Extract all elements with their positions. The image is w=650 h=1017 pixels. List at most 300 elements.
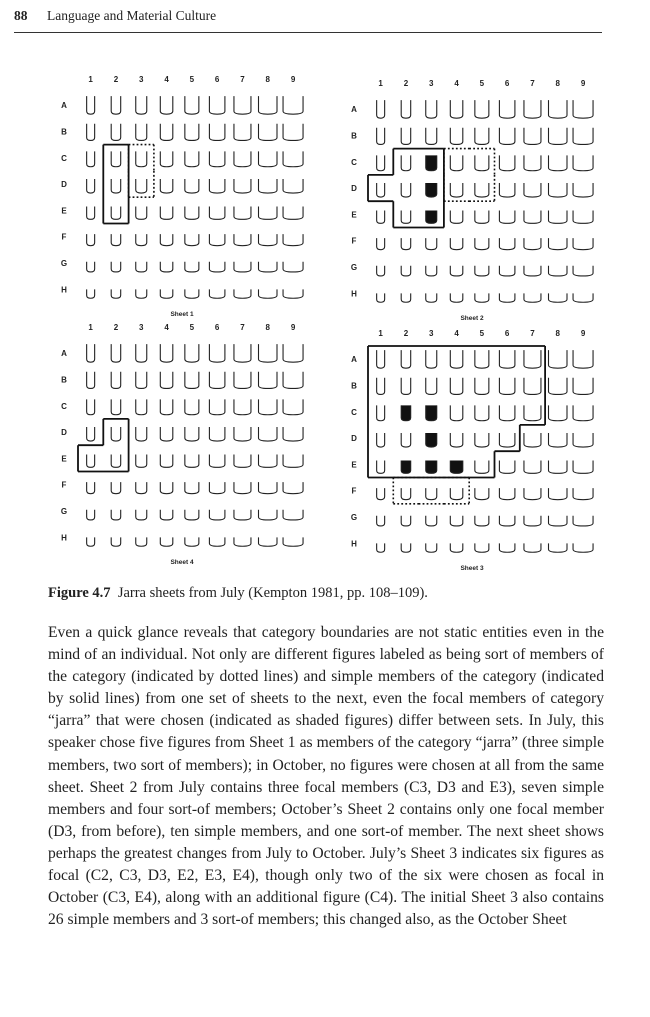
vessel: [401, 433, 411, 447]
vessel: [160, 399, 173, 414]
row-label: A: [351, 355, 357, 365]
row-label: C: [351, 407, 357, 417]
vessel: [475, 238, 489, 250]
vessel: [136, 399, 147, 414]
vessel: [549, 461, 568, 474]
vessel: [426, 128, 437, 145]
vessel: [160, 344, 173, 362]
column-label: 3: [429, 329, 434, 338]
vessel: [136, 455, 147, 468]
vessel: [111, 124, 121, 141]
vessel: [136, 234, 147, 246]
vessel: [283, 234, 303, 246]
column-label: 3: [429, 79, 434, 88]
vessel: [283, 124, 303, 141]
vessel: [450, 543, 463, 552]
vessel: [499, 461, 515, 474]
vessel: [426, 378, 437, 395]
vessel: [524, 211, 541, 224]
vessel: [87, 482, 95, 494]
vessel: [111, 96, 121, 114]
column-label: 6: [214, 323, 220, 332]
vessel: [549, 266, 568, 276]
vessel: [87, 96, 95, 114]
vessel: [283, 179, 303, 193]
sheet-4-figure: [52, 318, 312, 568]
vessel: [573, 461, 593, 474]
vessel: [401, 211, 411, 224]
vessel: [234, 124, 251, 141]
vessel: [259, 399, 278, 414]
vessel: [283, 372, 303, 389]
vessel: [450, 211, 463, 224]
vessel: [185, 262, 199, 272]
vessel: [111, 537, 121, 546]
vessel: [573, 211, 593, 224]
column-label: 5: [189, 323, 195, 332]
vessel: [283, 482, 303, 494]
vessel: [87, 234, 95, 246]
vessel: [185, 344, 199, 362]
row-label: H: [351, 539, 357, 549]
vessel: [573, 543, 593, 552]
vessel: [475, 128, 489, 145]
vessel: [573, 350, 593, 368]
vessel: [426, 238, 437, 250]
vessel: [185, 482, 199, 494]
vessel: [377, 543, 385, 552]
vessel: [426, 100, 437, 118]
vessel: [209, 124, 225, 141]
vessel: [475, 488, 489, 500]
vessel: [87, 207, 95, 220]
focal-vessel: [426, 433, 437, 447]
vessel: [450, 488, 463, 500]
vessel: [549, 350, 568, 368]
row-label: F: [61, 480, 67, 490]
column-label: 9: [290, 323, 296, 332]
sheet-svg: [52, 318, 312, 568]
column-label: 1: [378, 79, 383, 88]
sheet-3-figure: [342, 324, 602, 574]
vessel: [259, 124, 278, 141]
vessel: [185, 289, 199, 298]
vessel: [377, 100, 385, 118]
vessel: [87, 344, 95, 362]
vessel: [185, 510, 199, 520]
row-label: E: [351, 210, 357, 220]
running-header: [14, 6, 602, 33]
sheet-svg: [342, 324, 602, 574]
vessel: [401, 488, 411, 500]
sheet-svg: [342, 74, 602, 324]
running-title: Language and Material Culture: [47, 8, 217, 23]
vessel: [87, 289, 95, 298]
vessel: [87, 151, 95, 166]
vessel: [549, 543, 568, 552]
column-label: 3: [139, 75, 144, 84]
vessel: [401, 516, 411, 526]
vessel: [450, 155, 463, 170]
vessel: [160, 96, 173, 114]
vessel: [185, 234, 199, 246]
vessel: [377, 516, 385, 526]
vessel: [136, 482, 147, 494]
vessel: [209, 179, 225, 193]
vessel: [573, 183, 593, 197]
vessel: [111, 289, 121, 298]
vessel: [136, 124, 147, 141]
vessel: [499, 266, 515, 276]
vessel: [450, 128, 463, 145]
vessel: [234, 510, 251, 520]
vessel: [234, 427, 251, 441]
vessel: [111, 399, 121, 414]
vessel: [111, 427, 121, 441]
vessel: [524, 183, 541, 197]
sheet-label: Sheet 2: [460, 315, 484, 322]
vessel: [283, 455, 303, 468]
vessel: [185, 151, 199, 166]
row-label: D: [351, 184, 357, 194]
vessel: [549, 405, 568, 420]
vessel: [111, 179, 121, 193]
vessel: [377, 211, 385, 224]
vessel: [259, 427, 278, 441]
vessel: [185, 179, 199, 193]
column-label: 8: [555, 329, 560, 338]
vessel: [450, 238, 463, 250]
vessel: [136, 96, 147, 114]
row-label: F: [351, 236, 357, 246]
vessel: [234, 482, 251, 494]
column-label: 7: [530, 329, 535, 338]
row-label: H: [61, 533, 67, 543]
vessel: [185, 207, 199, 220]
column-label: 3: [139, 323, 144, 332]
vessel: [259, 96, 278, 114]
vessel: [234, 207, 251, 220]
vessel: [450, 433, 463, 447]
vessel: [549, 488, 568, 500]
vessel: [475, 183, 489, 197]
vessel: [524, 543, 541, 552]
vessel: [524, 266, 541, 276]
vessel: [136, 289, 147, 298]
vessel: [401, 183, 411, 197]
vessel: [549, 211, 568, 224]
vessel: [377, 488, 385, 500]
vessel: [377, 378, 385, 395]
vessel: [401, 266, 411, 276]
vessel: [573, 128, 593, 145]
vessel: [401, 293, 411, 302]
vessel: [573, 516, 593, 526]
vessel: [450, 350, 463, 368]
vessel: [499, 488, 515, 500]
vessel: [136, 151, 147, 166]
vessel: [573, 488, 593, 500]
vessel: [377, 405, 385, 420]
vessel: [160, 372, 173, 389]
row-label: H: [61, 285, 67, 295]
vessel: [377, 128, 385, 145]
vessel: [475, 461, 489, 474]
vessel: [283, 427, 303, 441]
vessel: [136, 372, 147, 389]
vessel: [475, 405, 489, 420]
row-label: E: [351, 460, 357, 470]
vessel: [259, 179, 278, 193]
row-label: G: [60, 258, 68, 268]
vessel: [87, 455, 95, 468]
vessel: [283, 262, 303, 272]
sheet-label: Sheet 4: [170, 559, 194, 566]
column-label: 2: [113, 323, 119, 332]
vessel: [209, 372, 225, 389]
vessel: [401, 378, 411, 395]
vessel: [160, 151, 173, 166]
vessel: [283, 399, 303, 414]
vessel: [499, 516, 515, 526]
column-label: 8: [555, 79, 560, 88]
vessel: [234, 96, 251, 114]
vessel: [259, 234, 278, 246]
column-label: 1: [378, 329, 383, 338]
vessel: [377, 461, 385, 474]
vessel: [234, 344, 251, 362]
vessel: [524, 405, 541, 420]
row-label: G: [350, 512, 358, 522]
vessel: [185, 427, 199, 441]
vessel: [259, 344, 278, 362]
row-label: A: [61, 101, 67, 111]
vessel: [475, 293, 489, 302]
vessel: [111, 372, 121, 389]
vessel: [549, 155, 568, 170]
vessel: [283, 151, 303, 166]
vessel: [283, 510, 303, 520]
vessel: [377, 238, 385, 250]
vessel: [283, 289, 303, 298]
row-label: B: [61, 127, 67, 137]
body-paragraph: Even a quick glance reveals that category boundaries are not static entities even in the mind of an individual. Not only are different figures labeled as being sort of members of the category (indicated by dotted lines) and simple members of the category (indicated by solid lines) from one set of sheets to the next, even the focal members of category “jarra” that were chosen (indicated as shaded figures) differ between sets. In July, this speaker chose five figures from Sheet 1 as members of the category “jarra” (three simple members, two sort of members); in October, no figures were chosen at all from the same sheet. Sheet 2 from July contains three focal members (C3, D3 and E3), seven simple members and four sort-of members; October’s Sheet 2 contains only one focal member (D3, from before), ten simple members, and one sort-of member. The next sheet shows perhaps the greatest changes from July to October. July’s Sheet 3 indicates six figures as focal (C2, C3, D3, E2, E3, E4), though only two of the six were chosen as focal in October (C3, E4), along with an additional figure (C4). The initial Sheet 3 also contains 26 simple members and 3 sort-of members; this changed also, as the October Sheet: [48, 624, 604, 929]
row-label: D: [61, 180, 67, 190]
vessel: [209, 151, 225, 166]
row-label: G: [350, 262, 358, 272]
vessel: [209, 537, 225, 546]
figure-caption-label: Figure 4.7: [48, 585, 111, 601]
vessel: [450, 378, 463, 395]
sheet-label: Sheet 1: [170, 311, 194, 318]
vessel: [259, 537, 278, 546]
vessel: [499, 238, 515, 250]
vessel: [209, 344, 225, 362]
vessel: [136, 262, 147, 272]
column-label: 2: [113, 75, 119, 84]
vessel: [160, 234, 173, 246]
vessel: [160, 262, 173, 272]
vessel: [450, 266, 463, 276]
vessel: [283, 537, 303, 546]
row-label: F: [61, 232, 67, 242]
vessel: [524, 488, 541, 500]
vessel: [377, 293, 385, 302]
vessel: [185, 124, 199, 141]
vessel: [549, 516, 568, 526]
vessel: [549, 100, 568, 118]
figure-caption-text: Jarra sheets from July (Kempton 1981, pp. 108–109).: [117, 585, 428, 601]
vessel: [234, 455, 251, 468]
vessel: [450, 516, 463, 526]
vessel: [209, 234, 225, 246]
vessel: [259, 510, 278, 520]
column-label: 2: [403, 329, 409, 338]
vessel: [136, 207, 147, 220]
vessel: [475, 543, 489, 552]
vessel: [136, 344, 147, 362]
vessel: [283, 96, 303, 114]
focal-vessel: [426, 211, 437, 224]
vessel: [475, 211, 489, 224]
vessel: [499, 183, 515, 197]
focal-vessel: [426, 461, 437, 474]
vessel: [499, 543, 515, 552]
vessel: [111, 234, 121, 246]
sheet-2-figure: [342, 74, 602, 324]
column-label: 8: [265, 323, 270, 332]
vessel: [499, 128, 515, 145]
vessel: [524, 128, 541, 145]
vessel: [450, 100, 463, 118]
vessel: [87, 399, 95, 414]
vessel: [524, 350, 541, 368]
vessel: [401, 238, 411, 250]
vessel: [499, 350, 515, 368]
column-label: 6: [504, 329, 510, 338]
vessel: [573, 405, 593, 420]
vessel: [573, 433, 593, 447]
vessel: [160, 207, 173, 220]
vessel: [234, 399, 251, 414]
vessel: [499, 378, 515, 395]
vessel: [549, 238, 568, 250]
vessel: [209, 399, 225, 414]
vessel: [111, 262, 121, 272]
vessel: [234, 151, 251, 166]
vessel: [499, 211, 515, 224]
vessel: [111, 455, 121, 468]
vessel: [111, 344, 121, 362]
vessel: [549, 378, 568, 395]
vessel: [401, 543, 411, 552]
vessel: [549, 293, 568, 302]
vessel: [160, 124, 173, 141]
sheet-1-figure: [52, 70, 312, 320]
vessel: [87, 124, 95, 141]
column-label: 1: [88, 75, 93, 84]
vessel: [234, 372, 251, 389]
vessel: [160, 482, 173, 494]
column-label: 9: [580, 79, 586, 88]
vessel: [185, 96, 199, 114]
row-label: A: [351, 105, 357, 115]
vessel: [426, 350, 437, 368]
vessel: [524, 238, 541, 250]
vessel: [401, 350, 411, 368]
vessel: [475, 350, 489, 368]
vessel: [499, 433, 515, 447]
row-label: D: [61, 428, 67, 438]
vessel: [499, 405, 515, 420]
vessel: [426, 516, 437, 526]
vessel: [259, 289, 278, 298]
column-label: 9: [290, 75, 296, 84]
column-label: 6: [214, 75, 220, 84]
row-label: A: [61, 349, 67, 359]
column-label: 1: [88, 323, 93, 332]
row-label: B: [61, 375, 67, 385]
vessel: [426, 266, 437, 276]
column-label: 6: [504, 79, 510, 88]
vessel: [209, 96, 225, 114]
sheet-svg: [52, 70, 312, 320]
vessel: [136, 179, 147, 193]
vessel: [209, 427, 225, 441]
vessel: [87, 510, 95, 520]
vessel: [234, 289, 251, 298]
vessel: [573, 378, 593, 395]
vessel: [234, 262, 251, 272]
row-label: D: [351, 434, 357, 444]
row-label: C: [351, 157, 357, 167]
vessel: [234, 234, 251, 246]
vessel: [524, 433, 541, 447]
row-label: F: [351, 486, 357, 496]
vessel: [111, 482, 121, 494]
focal-vessel: [426, 405, 437, 420]
page-number: 88: [14, 8, 28, 23]
sheet-label: Sheet 3: [460, 565, 484, 572]
figure-caption: [48, 585, 428, 602]
vessel: [475, 100, 489, 118]
vessel: [377, 266, 385, 276]
vessel: [475, 155, 489, 170]
column-label: 4: [454, 79, 459, 88]
column-label: 7: [240, 75, 245, 84]
focal-vessel: [401, 461, 411, 474]
vessel: [160, 510, 173, 520]
vessel: [426, 293, 437, 302]
column-label: 5: [479, 79, 485, 88]
vessel: [111, 151, 121, 166]
vessel: [209, 482, 225, 494]
vessel: [234, 179, 251, 193]
vessel: [475, 266, 489, 276]
vessel: [160, 455, 173, 468]
vessel: [524, 100, 541, 118]
vessel: [283, 207, 303, 220]
column-label: 5: [479, 329, 485, 338]
vessel: [524, 293, 541, 302]
focal-vessel: [401, 405, 411, 420]
vessel: [401, 155, 411, 170]
vessel: [209, 510, 225, 520]
vessel: [450, 405, 463, 420]
vessel: [87, 372, 95, 389]
row-label: E: [61, 206, 67, 216]
vessel: [234, 537, 251, 546]
